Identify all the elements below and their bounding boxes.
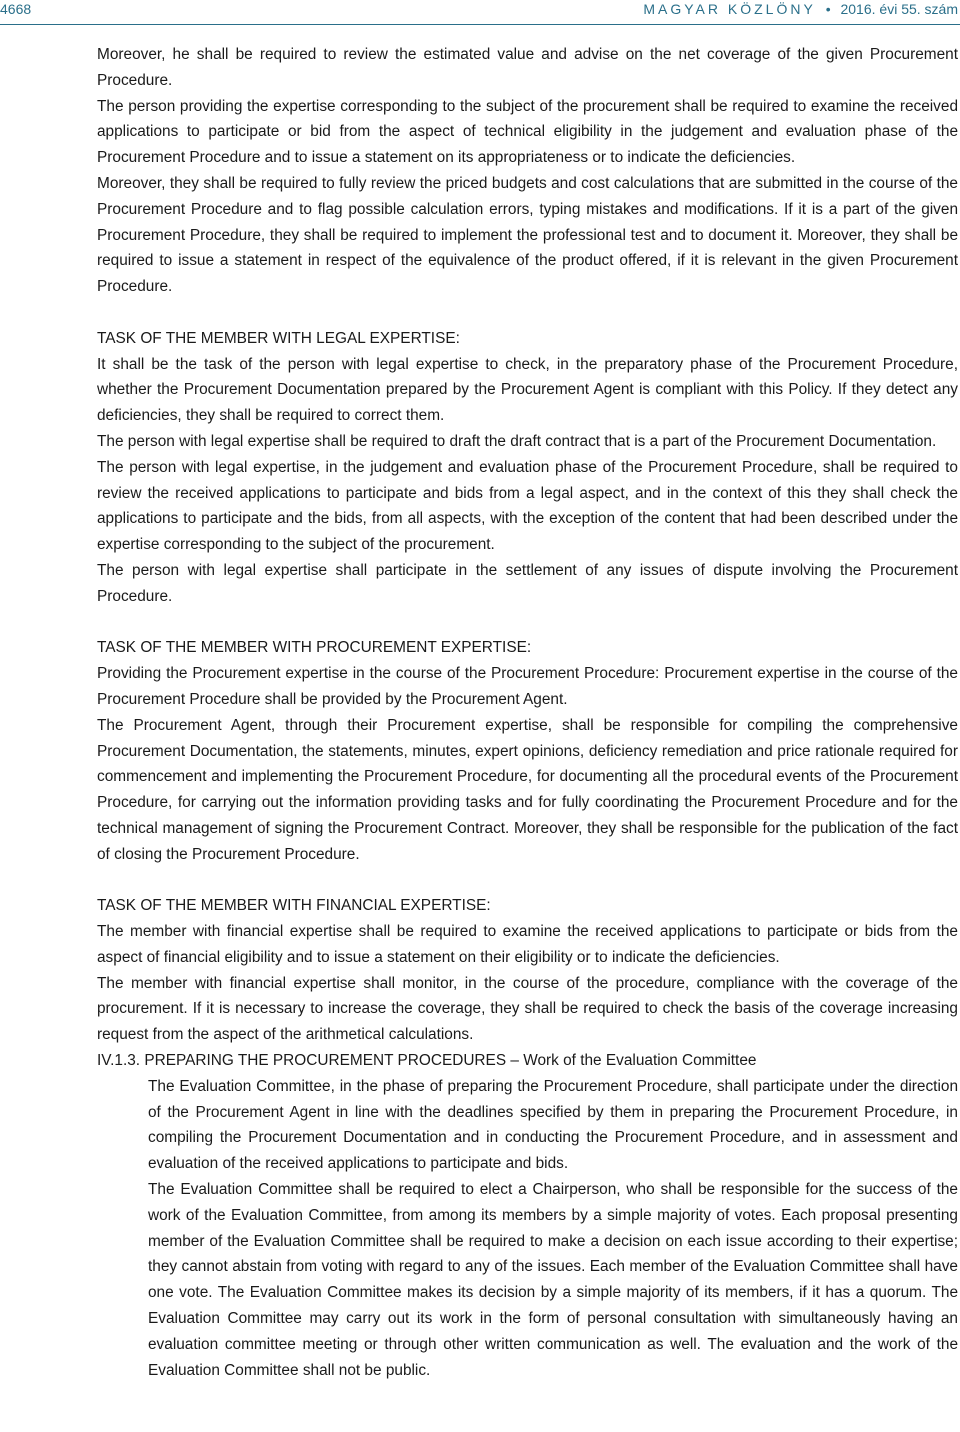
issue-label: 2016. évi 55. szám [840, 1, 958, 17]
header-divider [0, 24, 960, 25]
header-bullet: • [825, 1, 831, 17]
paragraph: The member with financial expertise shall monitor, in the course of the procedure, compliance with the coverage of the procurement. If it is necessary to increase the coverage, they shall be required to check the basis of the coverage increasing request from the aspect of the arithmetical calculations. [97, 974, 958, 1044]
paragraph: The Evaluation Committee shall be required to elect a Chairperson, who shall be responsible for the success of the work of the Evaluation Committee, from among its members by a simple majority of votes. Each proposal presenting member of the Evaluation Committee shall be required to make a decision on each issue according to their expertise; they cannot abstain from voting with regard to any of the issues. Each member of the Evaluation Committee shall have one vote. The Evaluation Committee makes its decision by a simple majority of its members, if it has a quorum. The Evaluation Committee may carry out its work in the form of personal consultation with simultaneously having an evaluation committee meeting or through other written communication as well. The evaluation and the work of the Evaluation Committee shall not be public. [148, 1181, 958, 1379]
spacer [97, 868, 958, 894]
journal-reference [643, 1, 958, 17]
section-heading-preparing: IV.1.3. PREPARING THE PROCUREMENT PROCEDURES – Work of the Evaluation Committee [97, 1052, 757, 1070]
paragraph: Moreover, they shall be required to fully review the priced budgets and cost calculations that are submitted in the course of the Procurement Procedure and to flag possible calculation errors, typing mistakes and modifications. If it is a part of the given Procurement Procedure, they shall be required to implement the professional test and to document it. Moreover, they shall be required to issue a statement in respect of the equivalence of the product offered, if it is relevant in the given Procurement Procedure. [97, 174, 958, 296]
page-number: 4668 [0, 1, 32, 17]
page-header [0, 0, 960, 24]
paragraph: Providing the Procurement expertise in the course of the Procurement Procedure: Procurement expertise in the course of the Procurement Procedure shall be provided by the Procurement Agent. [97, 665, 958, 708]
paragraph: The person providing the expertise corresponding to the subject of the procurement shall be required to examine the received applications to participate or bid from the aspect of technical eligibility in the judgement and evaluation phase of the Procurement Procedure and to issue a statement on its appropriateness or to indicate the deficiencies. [97, 97, 958, 167]
paragraph: The person with legal expertise shall be required to draft the draft contract that is a part of the Procurement Documentation. [97, 432, 937, 450]
spacer [97, 300, 958, 326]
paragraph: The person with legal expertise shall participate in the settlement of any issues of dispute involving the Procurement Procedure. [97, 561, 958, 605]
paragraph: It shall be the task of the person with legal expertise to check, in the preparatory phase of the Procurement Procedure, whether the Procurement Documentation prepared by the Procurement Agent is compliant with this Policy. If they detect any deficiencies, they shall be required to correct them. [97, 355, 958, 425]
paragraph: The Evaluation Committee, in the phase of preparing the Procurement Procedure, shall participate under the direction of the Procurement Agent in line with the deadlines specified by them in preparing the Procurement Procedure, in compiling the Procurement Documentation and in conducting the Procurement Procedure, and in assessment and evaluation of the received applications to participate and bids. [148, 1077, 958, 1173]
paragraph: The Procurement Agent, through their Procurement expertise, shall be responsible for compiling the comprehensive Procurement Documentation, the statements, minutes, expert opinions, deficiency remediation and price rationale required for commencement and implementing the Procurement Procedure, for documenting all the procedural events of the Procurement Procedure, for carrying out the information providing tasks and for fully coordinating the Procurement Procedure and for the technical management of signing the Procurement Contract. Moreover, they shall be responsible for the publication of the fact of closing the Procurement Procedure. [97, 716, 958, 863]
section-heading-procurement: TASK OF THE MEMBER WITH PROCUREMENT EXPERTISE: [97, 639, 532, 657]
paragraph: The person with legal expertise, in the judgement and evaluation phase of the Procurement Procedure, shall be required to review the received applications to participate and bids from a legal aspect, and in the context of this they shall check the applications to participate and the bids, from all aspects, with the exception of the content that had been described under the expertise corresponding to the subject of the procurement. [97, 458, 958, 554]
paragraph: The member with financial expertise shall be required to examine the received applications to participate or bids from the aspect of financial eligibility and to issue a statement on their eligibility or to indicate the deficiencies. [97, 923, 958, 966]
document-body [97, 42, 958, 1383]
section-heading-financial: TASK OF THE MEMBER WITH FINANCIAL EXPERTISE: [97, 897, 491, 915]
paragraph: Moreover, he shall be required to review the estimated value and advise on the net coverage of the given Procurement Procedure. [97, 46, 958, 89]
section-heading-legal: TASK OF THE MEMBER WITH LEGAL EXPERTISE: [97, 329, 460, 347]
journal-name: MAGYAR KÖZLÖNY [643, 1, 816, 17]
spacer [97, 610, 958, 636]
